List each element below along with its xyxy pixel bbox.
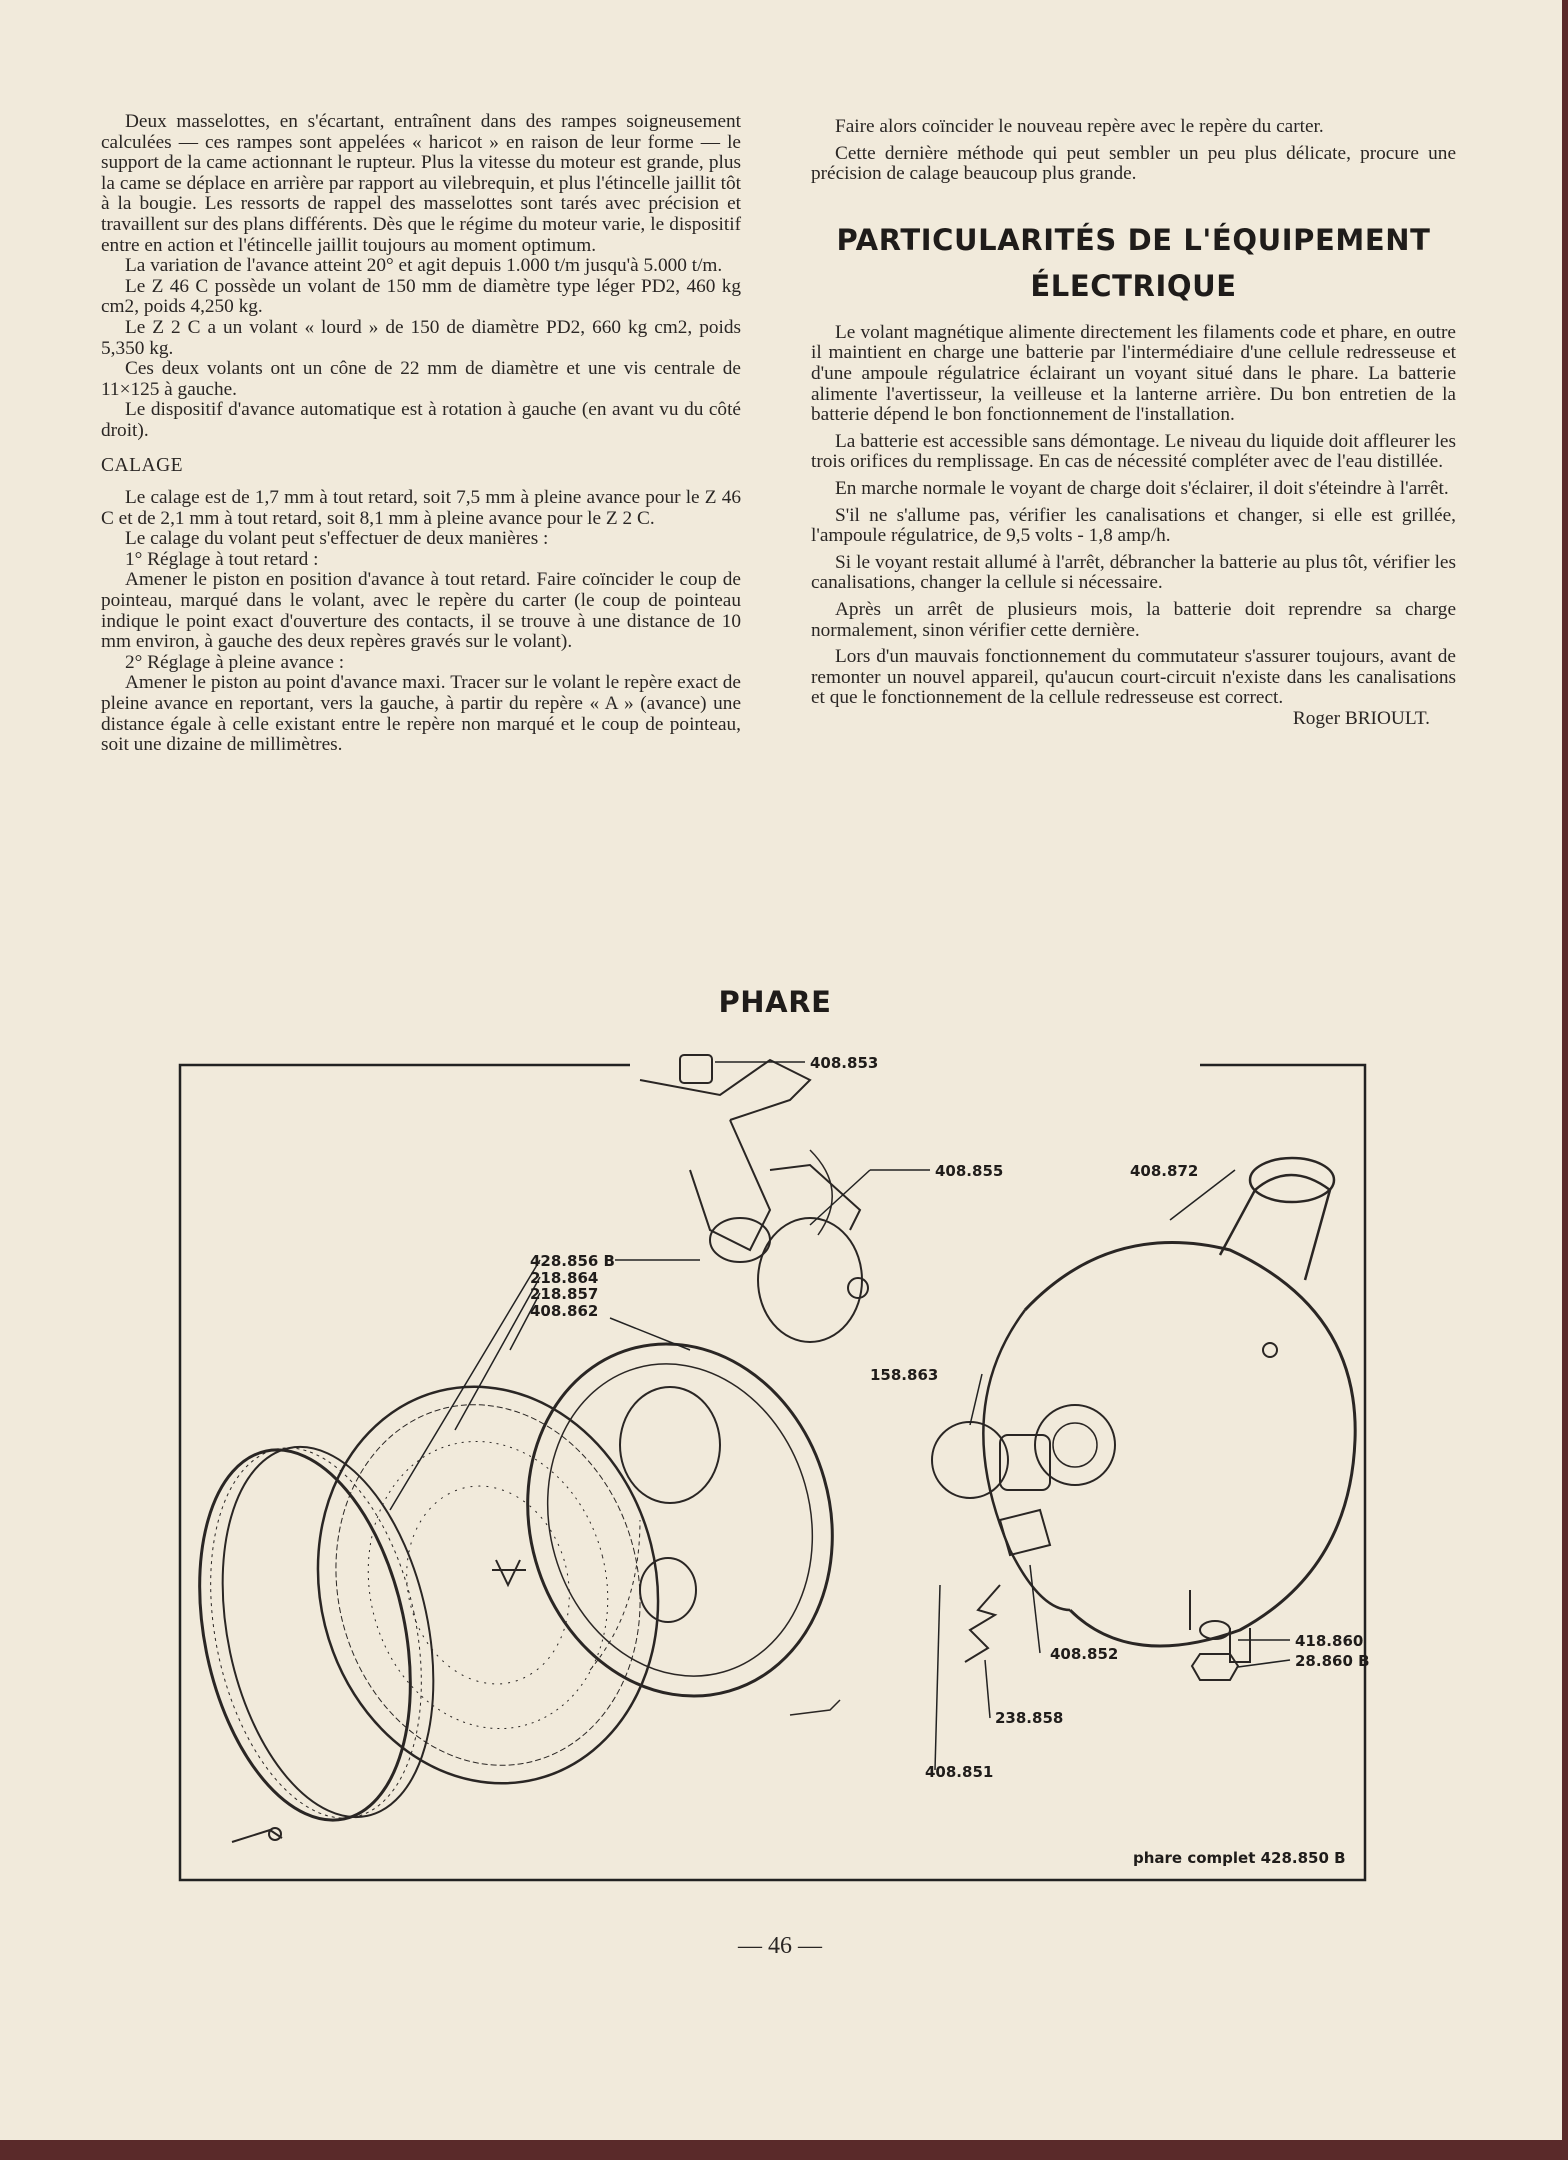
paragraph: Le dispositif d'avance automatique est à rotation à gauche (en avant vu du côté droit).: [101, 399, 741, 441]
right-column: [811, 117, 1456, 729]
lens-drawing: [277, 1350, 700, 1819]
page-number: — 46 —: [738, 1933, 822, 1959]
section-title: [811, 217, 1456, 309]
paragraph: Faire alors coïncider le nouveau repère avec le repère du carter.: [835, 116, 1324, 137]
paragraph: Deux masselottes, en s'écartant, entraînent dans des rampes soigneusement calculées — ces rampes sont appelées « haricot » en raison de leur forme — le support de la came actionnant le rupteur. Plus la vitesse du moteur est grande, plus la came se déplace en arrière par rapport au vilebrequin, et plus l'étincelle jaillit tôt à la bougie. Les ressorts de rappel des masselottes sont tarés avec précision et travaillent sur des plans différents. Dès que le régime du moteur varie, le dispositif entre en action et l'étincelle jaillit toujours au moment optimum.: [101, 111, 741, 256]
diagram-title: PHARE: [718, 985, 832, 1019]
left-column: [101, 112, 741, 756]
reflector-drawing: [487, 1308, 874, 1733]
paragraph: Ces deux volants ont un cône de 22 mm de diamètre et une vis centrale de 11×125 à gauche.: [101, 358, 741, 400]
small-parts-drawing: [790, 1510, 1238, 1715]
paragraph: Le volant magnétique alimente directement les filaments code et phare, en outre il maintient en charge une batterie par l'intermédiaire d'une cellule redresseuse et d'une ampoule régulatrice éclairant un voyant situé dans le phare. La batterie alimente l'avertisseur, la veilleuse et la lanterne arrière. Du bon entretien de la batterie dépend le bon fonctionnement de l'installation.: [811, 321, 1456, 426]
paragraph: 2° Réglage à pleine avance :: [125, 651, 345, 673]
paragraph: Lors d'un mauvais fonctionnement du commutateur s'assurer toujours, avant de remonter un nouvel appareil, qu'aucun court-circuit n'existe dans les canalisations et que le fonctionnement de la cellule redresseuse est correct.: [811, 646, 1456, 709]
paragraph: La batterie est accessible sans démontage. Le niveau du liquide doit affleurer les trois orifices du remplissage. En cas de nécessité compléter avec de l'eau distillée.: [811, 430, 1456, 473]
label-408852: 408.852: [1050, 1645, 1119, 1663]
paragraph: Le Z 2 C a un volant « lourd » de 150 de diamètre PD2, 660 kg cm2, poids 5,350 kg.: [101, 316, 741, 359]
paragraph: Après un arrêt de plusieurs mois, la batterie doit reprendre sa charge normalement, sinon vérifier cette dernière.: [811, 598, 1456, 641]
label-418860: 418.860: [1295, 1632, 1364, 1650]
shield-drawing: [758, 1150, 868, 1342]
label-428856b: 428.856 B: [530, 1252, 615, 1270]
paragraph: Si le voyant restait allumé à l'arrêt, débrancher la batterie au plus tôt, vérifier les canalisations, changer la cellule si nécessaire.: [811, 551, 1456, 594]
paragraph: Le calage du volant peut s'effectuer de deux manières :: [125, 528, 549, 550]
paragraph: En marche normale le voyant de charge doit s'éclairer, il doit s'éteindre à l'arrêt.: [835, 477, 1449, 499]
paragraph: Amener le piston en position d'avance à tout retard. Faire coïncider le coup de pointeau, marqué dans le volant, avec le repère du carter (le coup de pointeau indique le point exact d'ouverture des contacts, il se trouve à une distance de 10 mm environ, à gauche des deux repères gravés sur le volant).: [101, 569, 741, 653]
paragraph: Amener le piston au point d'avance maxi. Tracer sur le volant le repère exact de pleine avance en reportant, vers la gauche, à partir du repère « A » (avance) une distance égale à celle existant entre le repère non marqué et le coup de pointeau, soit une dizaine de millimètres.: [101, 672, 741, 756]
label-218857: 218.857: [530, 1285, 599, 1303]
calage-heading: CALAGE: [101, 454, 184, 476]
section-title-line: PARTICULARITÉS DE L'ÉQUIPEMENT: [836, 222, 1431, 257]
label-238858: 238.858: [995, 1709, 1064, 1727]
label-218864: 218.864: [530, 1269, 599, 1287]
label-28860b: 28.860 B: [1295, 1652, 1370, 1670]
label-408862: 408.862: [530, 1302, 599, 1320]
headlamp-exploded-diagram: [170, 1050, 1370, 1890]
label-408855: 408.855: [935, 1162, 1004, 1180]
paragraph: Le Z 46 C possède un volant de 150 mm de diamètre type léger PD2, 460 kg cm2, poids 4,250 kg.: [101, 275, 741, 318]
bulb-drawing: [932, 1405, 1115, 1498]
label-408872: 408.872: [1130, 1162, 1199, 1180]
paragraph: 1° Réglage à tout retard :: [125, 548, 319, 570]
diagram-svg: [170, 1050, 1370, 1890]
section-title-line: ÉLECTRIQUE: [1030, 268, 1237, 303]
diagram-caption: phare complet 428.850 B: [1133, 1849, 1346, 1867]
diagram-frame: [180, 1065, 1365, 1880]
paragraph: Cette dernière méthode qui peut sembler un peu plus délicate, procure une précision de calage beaucoup plus grande.: [811, 142, 1456, 185]
label-408853: 408.853: [810, 1054, 879, 1072]
signature: Roger BRIOULT.: [1292, 707, 1430, 729]
rim-ring-drawing: [170, 1427, 465, 1842]
housing-drawing: [983, 1158, 1355, 1662]
paragraph: La variation de l'avance atteint 20° et agit depuis 1.000 t/m jusqu'à 5.000 t/m.: [125, 255, 723, 277]
paragraph: Le calage est de 1,7 mm à tout retard, soit 7,5 mm à pleine avance pour le Z 46 C et de 2,1 mm à tout retard, soit 8,1 mm à pleine avance pour le Z 2 C.: [101, 487, 741, 529]
label-408851: 408.851: [925, 1763, 994, 1781]
bracket-drawing: [640, 1055, 860, 1262]
label-158863: 158.863: [870, 1366, 939, 1384]
paragraph: S'il ne s'allume pas, vérifier les canalisations et changer, si elle est grillée, l'ampoule régulatrice, de 9,5 volts - 1,8 amp/h.: [811, 504, 1456, 547]
